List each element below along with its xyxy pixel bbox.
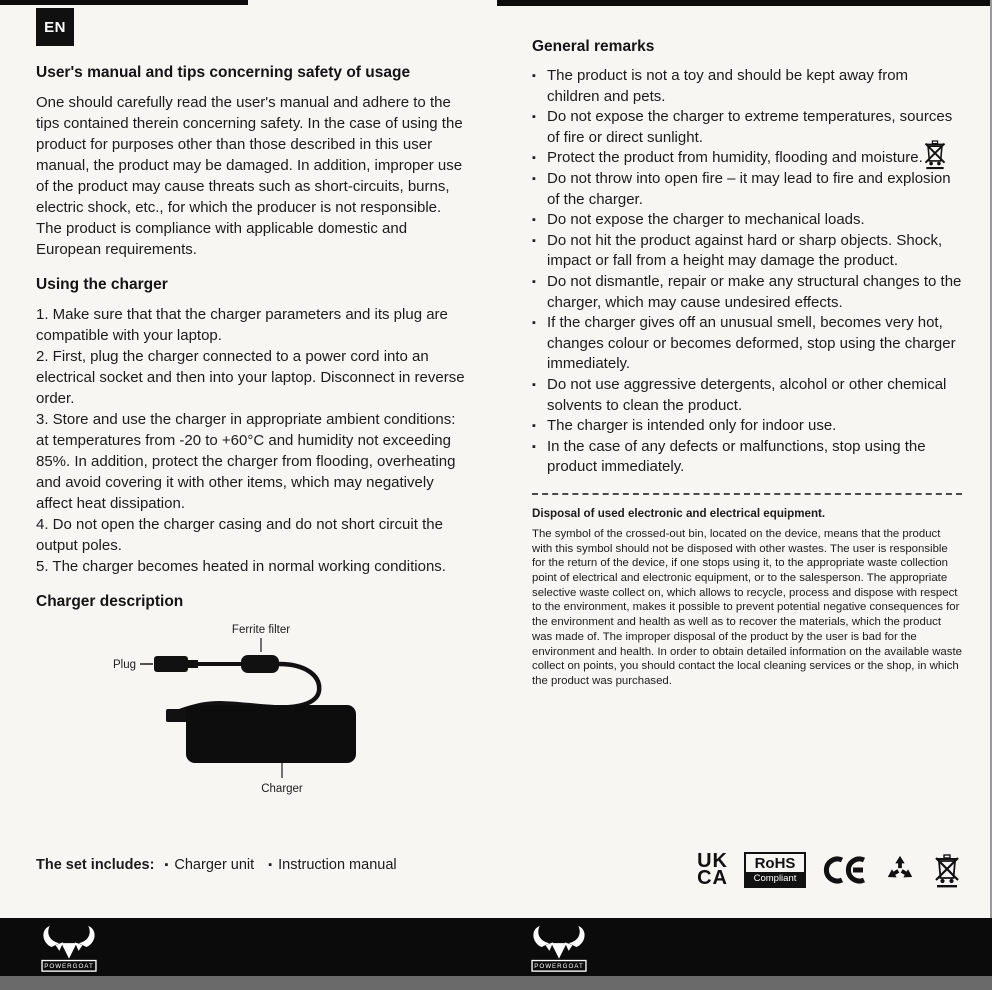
using-step: 1. Make sure that that the charger parameters and its plug are compatible with your laptop. [36,306,448,344]
brand-name: POWERGOAT [44,963,94,971]
language-badge-label: EN [44,18,66,36]
disposal-heading: Disposal of used electronic and electrical equipment. [532,506,826,520]
scan-artifact-top-right [497,0,992,6]
set-item: ▪ Charger unit [164,857,254,873]
using-step: 4. Do not open the charger casing and do not short circuit the output poles. [36,516,443,554]
charger-label: Charger [261,783,303,795]
remark-item: ▪ If the charger gives off an unusual smell, becomes very hot, changes colour or becomes deformed, stop using the charger immediately. [532,313,962,375]
brand-logo [528,922,590,979]
remarks-heading: General remarks [532,38,655,55]
footer-bar [0,918,992,976]
right-column [532,38,962,689]
using-step: 2. First, plug the charger connected to a power cord into an electrical socket and then into your laptop. Disconnect in reverse order. [36,348,465,407]
remark-item: ▪ The charger is intended only for indoor use. [532,416,962,437]
safety-paragraph: One should carefully read the user's manual and adhere to the tips contained therein concerning safety. In the case of using the product for purposes other than those described in this user manual, the product may be damaged. In addition, improper use of the product may cause threats such as short-circuits, burns, electric shock, etc., for which the producer is not responsible. The product is compliance with applicable domestic and European requirements. [36,94,463,258]
remark-item: ▪ Do not expose the charger to extreme temperatures, sources of fire or direct sunlight. [532,107,962,148]
goat-icon [528,922,590,974]
ce-mark-icon [822,855,868,885]
using-step: 3. Store and use the charger in appropriate ambient conditions: at temperatures from -20 to +60°C and humidity not exceeding 85%. In addition, protect the charger from flooding, overheating and avoid covering it with other items, which may negatively affect heat dissipation. [36,411,456,512]
set-item: ▪ Instruction manual [268,857,396,873]
remark-item: ▪ Do not dismantle, repair or make any structural changes to the charger, which may cause undesired effects. [532,272,962,313]
crossed-bin-icon [932,852,962,888]
description-heading: Charger description [36,593,184,610]
remark-item: ▪ Do not hit the product against hard or sharp objects. Shock, impact or fall from a height may damage the product. [532,231,962,272]
disposal-body: The symbol of the crossed-out bin, located on the device, means that the product with this symbol should not be disposed with other wastes. The user is responsible for the return of the device, if one stops using it, to the appropriate waste collection point of electrical and electronic equipment, or to the salesperson. The appropriate selective waste collect on, which allows to recycle, process and dispose with respect to the environment, makes it possible to prevent potential negative consequences for the environment and health as well as to recover the materials, which the product was made of. The improper disposal of the product by the user is bad for the environment and health. In order to obtain detailed information on the available waste collect on points, you should contact the local cleaning services or the shop, in which the product was purchased. [532,527,962,687]
dc-connector-icon [166,709,188,722]
charger-brick-icon [186,705,356,763]
using-steps [36,304,468,577]
remark-item: ▪ The product is not a toy and should be kept away from children and pets. [532,66,962,107]
charger-diagram-drawing [36,621,476,809]
dashed-separator [532,493,962,495]
rohs-mark [744,852,806,888]
recycling-icon [884,854,916,886]
ukca-line1: UK [697,850,728,872]
plug-tip [188,660,198,668]
remark-item: ▪ In the case of any defects or malfunctions, stop using the product immediately. [532,437,962,478]
remark-item: ▪ Do not expose the charger to mechanical loads. [532,210,962,231]
ferrite-filter-label: Ferrite filter [231,624,291,636]
safety-heading: User's manual and tips concerning safety of usage [36,64,411,81]
brand-logo [38,922,100,979]
plug-label: Plug [112,659,136,671]
compliance-marks-row [532,845,962,895]
set-includes-label: The set includes: [36,857,155,873]
remark-item: ▪ Protect the product from humidity, flooding and moisture. [532,148,962,169]
brand-name: POWERGOAT [534,963,584,971]
scan-artifact-top-left [0,0,248,5]
rohs-label: RoHS [754,855,796,872]
charger-diagram [36,621,468,814]
remark-item: ▪ Do not throw into open fire – it may lead to fire and explosion of the charger. [532,169,962,210]
left-column [36,64,468,814]
set-includes-row [36,857,496,873]
remarks-list [532,66,962,478]
ferrite-filter-icon [241,655,279,673]
rohs-compliant-label: Compliant [746,872,804,886]
plug-icon [154,656,188,672]
ukca-line2: CA [697,867,728,889]
goat-icon [38,922,100,974]
using-step: 5. The charger becomes heated in normal working conditions. [36,558,446,575]
crossed-bin-icon-small [922,138,948,175]
remark-item: ▪ Do not use aggressive detergents, alcohol or other chemical solvents to clean the product. [532,375,962,416]
ukca-mark [697,850,728,889]
using-heading: Using the charger [36,276,168,293]
footer-sub-strip [0,976,992,990]
language-badge [36,8,74,46]
